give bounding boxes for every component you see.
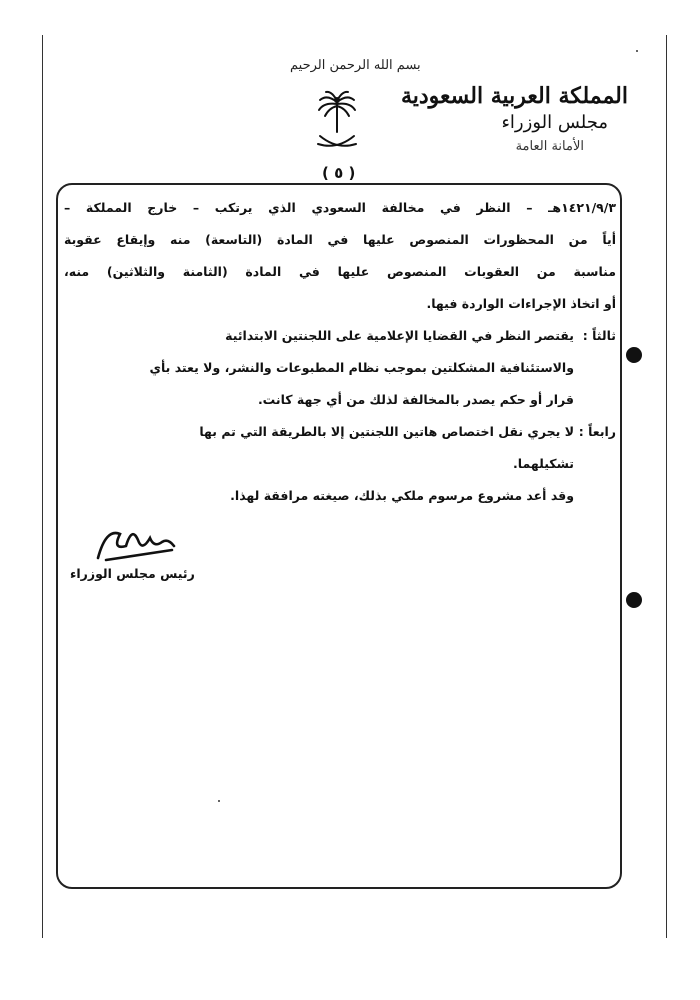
basmala: بسم الله الرحمن الرحيم xyxy=(290,58,421,73)
clause-fourth-first-line xyxy=(64,416,616,448)
body-line: والاستئنافية المشكلتين بموجب نظام المطبوعات والنشر، ولا يعتد بأي xyxy=(149,360,574,375)
punch-hole xyxy=(626,347,642,363)
left-margin-line xyxy=(42,35,43,938)
kingdom-name: المملكة العربية السعودية xyxy=(400,83,628,109)
clause-text: يقتصر النظر في القضايا الإعلامية على اللجنتين الابتدائية xyxy=(225,328,574,343)
scan-speck xyxy=(218,800,220,802)
body-line: تشكيلهما. xyxy=(513,456,574,471)
punch-hole xyxy=(626,592,642,608)
body-line: مناسبة من العقوبات المنصوص عليها في المادة (الثامنة والثلاثين) منه، xyxy=(64,264,616,279)
signature-image xyxy=(92,520,178,568)
saudi-emblem-icon xyxy=(312,88,362,158)
document-body xyxy=(64,192,616,512)
body-line: قرار أو حكم يصدر بالمخالفة لذلك من أي جهة كانت. xyxy=(257,392,574,407)
clause-label-third: ثالثاً : xyxy=(582,328,616,343)
secretariat-name: الأمانة العامة xyxy=(515,139,584,154)
ministry-header xyxy=(401,82,628,158)
scan-speck xyxy=(636,50,638,52)
clause-third-first-line xyxy=(64,320,616,352)
clause-text: لا يجري نقل اختصاص هاتين اللجنتين إلا بالطريقة التي تم بها xyxy=(199,424,574,439)
right-margin-line xyxy=(666,35,667,938)
clause-label-fourth: رابعاً : xyxy=(578,424,616,439)
council-name: مجلس الوزراء xyxy=(501,112,608,133)
page-number: ( ٥ ) xyxy=(322,164,356,182)
body-line: أو اتخاذ الإجراءات الواردة فيها. xyxy=(426,296,616,311)
body-line: ١٤٢١/٩/٣هـ – النظر في مخالفة السعودي الذي يرتكب – خارج المملكة – xyxy=(64,200,616,215)
body-line: أياً من المحظورات المنصوص عليها في المادة (التاسعة) منه وإيقاع عقوبة xyxy=(64,232,616,247)
signatory-title: رئيس مجلس الوزراء xyxy=(70,566,195,581)
closing-statement: وقد أعد مشروع مرسوم ملكي بذلك، صيغته مرافقة لهذا. xyxy=(230,488,574,503)
